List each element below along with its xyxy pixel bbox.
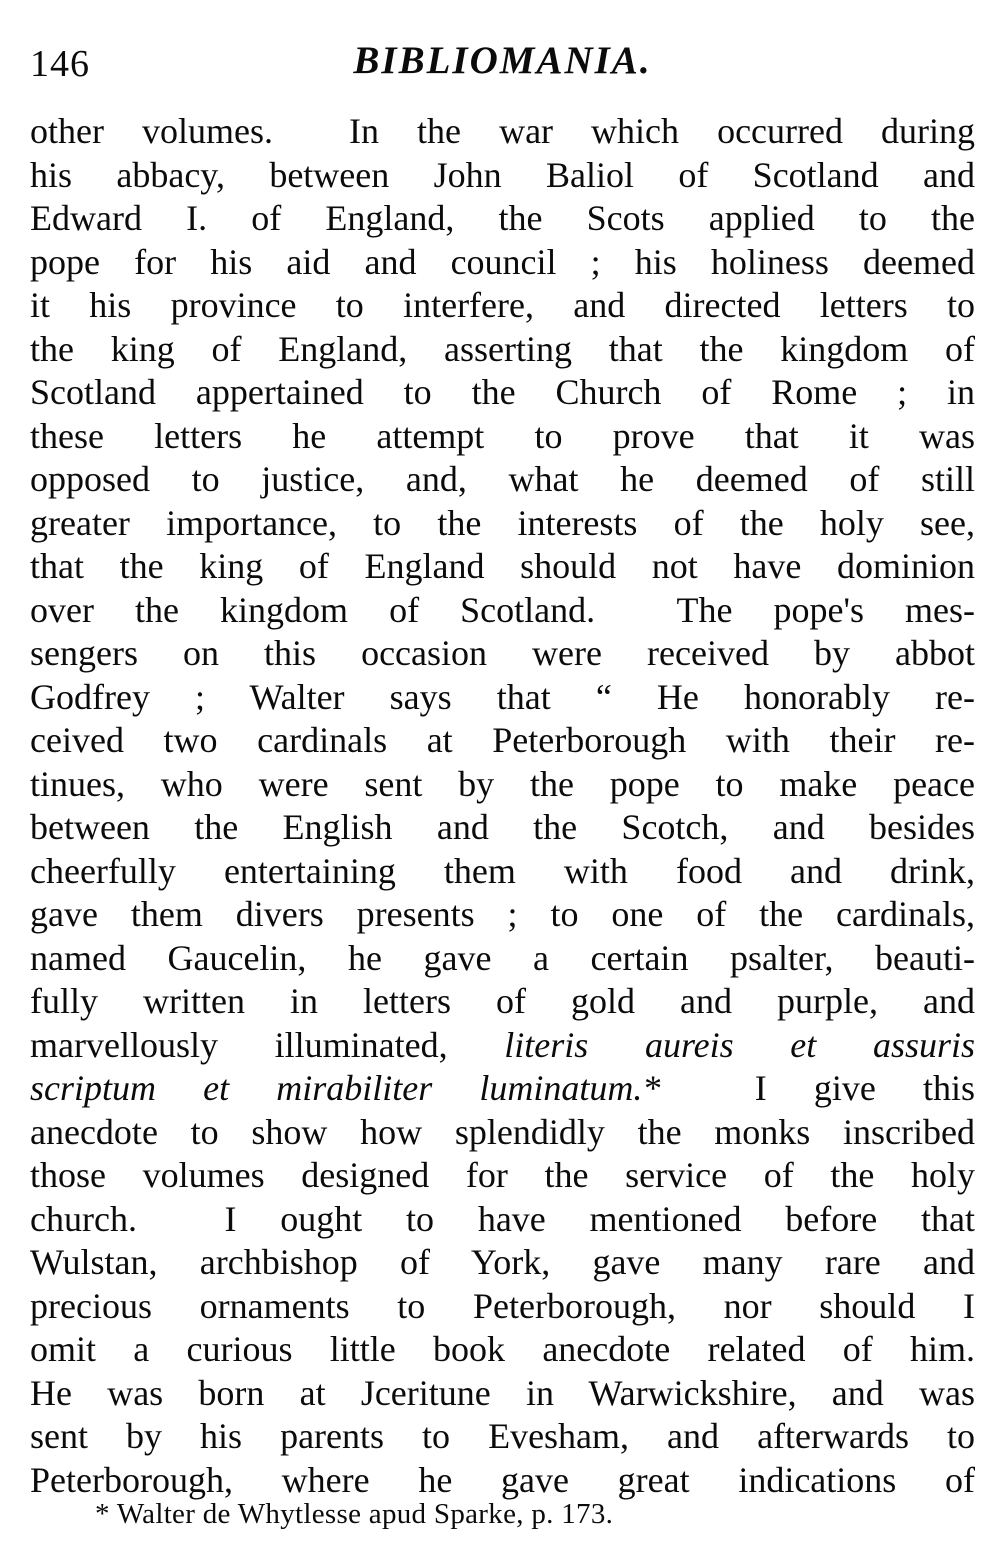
page-number: 146 <box>30 43 90 85</box>
text-line: Peterborough, where he gave great indications of <box>30 1459 975 1500</box>
text-line: scriptum et mirabiliter luminatum.* I give this <box>30 1068 976 1108</box>
text-line: over the kingdom of Scotland. The pope's mes- <box>30 589 975 630</box>
text-line: that the king of England should not have dominion <box>30 546 975 586</box>
text-line: Wulstan, archbishop of York, gave many rare and <box>30 1242 975 1282</box>
text-line: sent by his parents to Evesham, and afterwards to <box>30 1416 975 1456</box>
text-line: greater importance, to the interests of the holy see, <box>30 502 975 543</box>
text-line: between the English and the Scotch, and besides <box>30 807 975 847</box>
text-line: those volumes designed for the service of the holy <box>30 1155 975 1195</box>
text-line: named Gaucelin, he gave a certain psalter, beauti- <box>30 937 975 978</box>
text-line: Godfrey ; Walter says that “ He honorably re- <box>30 676 975 717</box>
text-line: gave them divers presents ; to one of the cardinals, <box>30 894 975 934</box>
text-line: precious ornaments to Peterborough, nor should I <box>30 1285 975 1326</box>
text-line: Scotland appertained to the Church of Rome ; in <box>30 372 975 412</box>
text-line: He was born at Jceritune in Warwickshire, and was <box>30 1372 975 1413</box>
text-line: pope for his aid and council ; his holiness deemed <box>30 241 975 282</box>
text-line: omit a curious little book anecdote related of him. <box>30 1329 975 1369</box>
text-line: opposed to justice, and, what he deemed of still <box>30 459 975 499</box>
text-line: tinues, who were sent by the pope to make peace <box>30 763 975 804</box>
text-line: ceived two cardinals at Peterborough with their re- <box>30 720 975 760</box>
page-header <box>30 38 975 94</box>
body-text <box>30 110 975 1502</box>
text-line: it his province to interfere, and directed letters to <box>30 285 975 325</box>
text-line: sengers on this occasion were received by abbot <box>30 633 975 673</box>
text-line: the king of England, asserting that the kingdom of <box>30 328 975 369</box>
running-title: BIBLIOMANIA. <box>353 39 652 82</box>
text-line: his abbacy, between John Baliol of Scotland and <box>30 154 975 195</box>
text-line: church. I ought to have mentioned before that <box>30 1198 975 1239</box>
text-line: other volumes. In the war which occurred during <box>30 111 975 151</box>
text-line: cheerfully entertaining them with food and drink, <box>30 850 975 891</box>
text-line: Edward I. of England, the Scots applied to the <box>30 198 975 238</box>
text-line: anecdote to show how splendidly the monks inscribed <box>30 1111 975 1152</box>
footnote: * Walter de Whytlesse apud Sparke, p. 173. <box>95 1498 614 1530</box>
text-line: fully written in letters of gold and purple, and <box>30 981 975 1021</box>
text-line: these letters he attempt to prove that it was <box>30 415 975 456</box>
text-line: marvellously illuminated, literis aureis et assuris <box>30 1024 975 1065</box>
